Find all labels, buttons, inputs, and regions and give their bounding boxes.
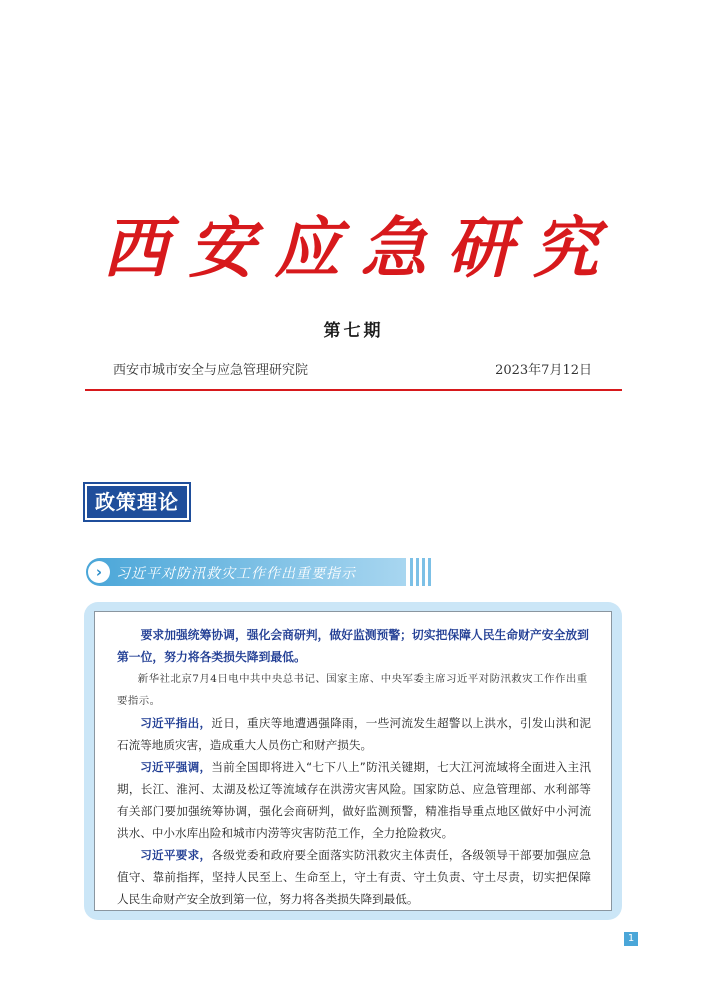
paragraph-2-lead: 习近平强调， [140, 760, 212, 774]
article-body [94, 611, 612, 911]
paragraph-2 [117, 756, 591, 844]
page-number: 1 [624, 932, 638, 946]
article-lead: 要求加强统筹协调，强化会商研判，做好监测预警；切实把保障人民生命财产安全放到第一位，努力将各类损失降到最低。 [117, 628, 589, 664]
news-dateline: 新华社北京7月4日电中共中央总书记、国家主席、中央军委主席习近平对防汛救灾工作作出重要指示。 [117, 673, 588, 707]
chevron-right-icon: › [88, 561, 110, 583]
publish-date: 2023年7月12日 [495, 363, 592, 378]
masthead-title: 西安应急研究 [102, 209, 619, 287]
publisher-name: 西安市城市安全与应急管理研究院 [113, 363, 309, 378]
paragraph-2-text: 当前全国即将进入“七下八上”防汛关键期，七大江河流域将全面进入主汛期，长江、淮河、太湖及松辽等流域存在洪涝灾害风险。国家防总、应急管理部、水利部等有关部门要加强统筹协调，强化会商研判，做好监测预警，精准指导重点地区做好中小河流洪水、中小水库出险和城市内涝等灾害防范工作，全力抢险救灾。 [117, 760, 591, 840]
section-label: 政策理论 [85, 484, 189, 520]
title-bar-stripes [410, 558, 431, 586]
article-title: 习近平对防汛救灾工作作出重要指示 [116, 566, 356, 582]
paragraph-3-text: 各级党委和政府要全面落实防汛救灾主体责任，各级领导干部要加强应急值守、靠前指挥，坚持人民至上、生命至上，守土有责、守土负责、守土尽责，切实把保障人民生命财产安全放到第一位，努力将各类损失降到最低。 [117, 848, 591, 906]
paragraph-3-lead: 习近平要求， [140, 848, 212, 862]
paragraph-1-lead: 习近平指出， [140, 716, 212, 730]
paragraph-1 [117, 712, 591, 756]
header-divider [85, 389, 622, 391]
issue-number: 第七期 [323, 321, 384, 341]
paragraph-1-text: 近日，重庆等地遭遇强降雨，一些河流发生超警以上洪水，引发山洪和泥石流等地质灾害，造成重大人员伤亡和财产损失。 [117, 716, 591, 752]
paragraph-3 [117, 844, 591, 910]
